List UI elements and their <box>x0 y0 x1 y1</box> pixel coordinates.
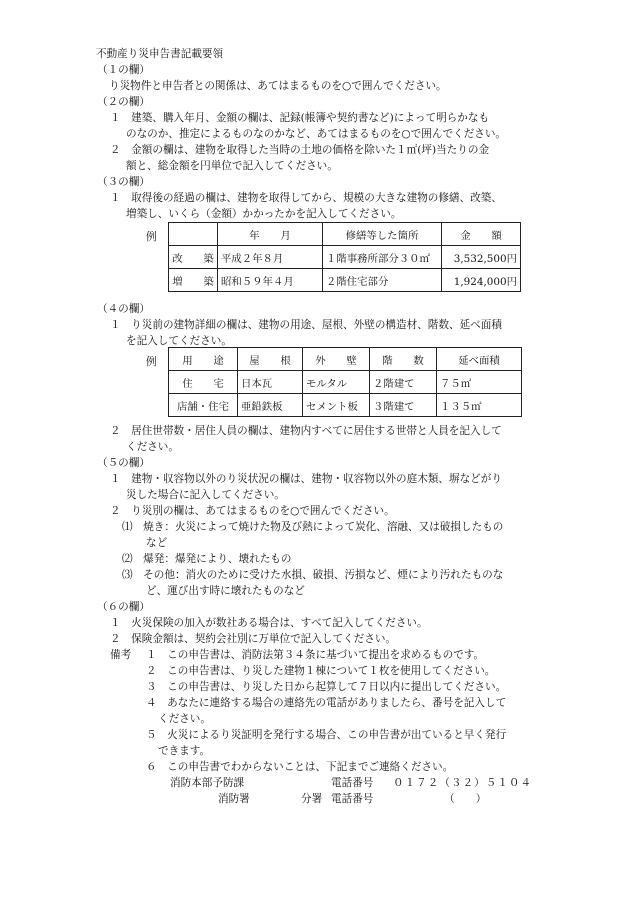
section-6-heading: （６の欄） <box>97 601 150 613</box>
table-header-cell: 年 月 <box>218 223 323 246</box>
section-3-item-1-line-2: 増築し、いくら（金額）かかったかを記入してください。 <box>126 208 402 220</box>
table-cell: 平成２年８月 <box>218 246 323 269</box>
table-header-row <box>169 223 521 246</box>
section-5-item-2-3-line-2: ど、運び出す時に壊れたものなど <box>146 585 305 597</box>
section-2-item-1-line-1: １ 建築、購入年月、金額の欄は、記録(帳簿や契約書など)によって明らかなも <box>110 112 490 124</box>
table-header-cell: 階 数 <box>370 348 437 371</box>
table-row <box>169 371 522 394</box>
notes-label: 備考 <box>110 649 132 661</box>
table-cell: 住 宅 <box>169 371 238 394</box>
section-1-text: り災物件と申告者との関係は、あてはまるものを○で囲んでください。 <box>109 80 447 92</box>
table-cell: モルタル <box>303 371 370 394</box>
note-6: ６ この申告書でわからないことは、下記までご連絡ください。 <box>146 761 454 773</box>
note-5-line-1: ５ 火災によるり災証明を発行する場合、この申告書が出ていると早く発行 <box>146 729 507 741</box>
contact-2-organization: 消防署 <box>218 793 250 805</box>
table-cell: ２階建て <box>370 371 437 394</box>
note-4-line-2: ください。 <box>158 713 211 725</box>
section-5-item-2-1-line-1: ⑴ 焼き：火災によって焼けた物及び熱によって炭化、溶融、又は破損したもの <box>122 521 504 533</box>
contact-2-phone-number: （ ） <box>444 793 487 805</box>
section-4-item-2-line-2: ください。 <box>126 441 179 453</box>
table-header-cell: 修繕等した箇所 <box>323 223 442 246</box>
note-2: ２ この申告書は、り災した建物１棟について１枚を使用してください。 <box>146 665 496 677</box>
note-4-line-1: ４ あなたに連絡する場合の連絡先の電話がありましたら、番号を記入して <box>146 697 507 709</box>
table-cell: ７５㎡ <box>437 371 522 394</box>
section-2-item-2-line-2: 額と、総金額を円単位で記入してください。 <box>126 160 338 172</box>
table-4-example-label: 例 <box>146 356 157 368</box>
contact-2-phone-label: 電話番号 <box>331 793 374 805</box>
section-5-item-2-3-line-1: ⑶ その他：消火のために受けた水損、破損、汚損など、煙により汚れたものな <box>122 569 504 581</box>
table-building-details <box>168 347 522 417</box>
section-5-item-1-line-2: 災した場合に記入してください。 <box>126 489 285 501</box>
table-header-cell: 外 壁 <box>303 348 370 371</box>
note-1: １ この申告書は、消防法第３４条に基づいて提出を求めるものです。 <box>146 649 485 661</box>
table-cell: ２階住宅部分 <box>323 269 442 292</box>
contact-1-phone-label: 電話番号 <box>331 777 374 789</box>
contact-2-branch: 分署 <box>301 793 323 805</box>
section-2-item-1-line-2: のなのか、推定によるものなのかなど、あてはまるものを○で囲んでください。 <box>126 128 507 140</box>
table-cell: 改 築 <box>169 246 218 269</box>
table-row <box>169 394 522 417</box>
section-4-item-1-line-1: １ り災前の建物詳細の欄は、建物の用途、屋根、外壁の構造材、階数、延べ面積 <box>110 319 502 331</box>
table-header-cell: 用 途 <box>169 348 238 371</box>
table-cell: ３階建て <box>370 394 437 417</box>
table-cell: 増 築 <box>169 269 218 292</box>
contact-1-organization: 消防本部予防課 <box>170 777 245 789</box>
table-cell: １階事務所部分３０㎡ <box>323 246 442 269</box>
section-3-item-1-line-1: １ 取得後の経過の欄は、建物を取得してから、規模の大きな建物の修繕、改築、 <box>110 192 502 204</box>
table-3-example-label: 例 <box>146 231 157 243</box>
table-cell: 日本瓦 <box>238 371 303 394</box>
section-6-item-2: ２ 保険金額は、契約会社別に万単位で記入してください。 <box>110 633 397 645</box>
table-cell: 3,532,500円 <box>442 246 521 269</box>
document-title: 不動産り災申告書記載要領 <box>96 48 224 60</box>
section-6-item-1: １ 火災保険の加入が数社ある場合は、すべて記入してください。 <box>110 617 428 629</box>
table-row <box>169 269 521 292</box>
section-5-heading: （５の欄） <box>97 457 150 469</box>
contact-1-phone-number: ０１７２（３２）５１０４ <box>393 777 533 789</box>
section-4-item-1-line-2: を記入してください。 <box>126 335 232 347</box>
table-header-cell: 金 額 <box>442 223 521 246</box>
section-5-item-1-line-1: １ 建物・収容物以外のり災状況の欄は、建物・収容物以外の庭木類、塀などがり <box>110 473 502 485</box>
section-5-item-2-2: ⑵ 爆発：爆発により、壊れたもの <box>122 553 292 565</box>
section-4-heading: （４の欄） <box>97 303 150 315</box>
table-cell: 昭和５９年４月 <box>218 269 323 292</box>
section-5-item-2: ２ り災別の欄は、あてはまるものを○で囲んでください。 <box>110 505 395 517</box>
table-header-cell <box>169 223 218 246</box>
table-cell: 1,924,000円 <box>442 269 521 292</box>
table-header-row <box>169 348 522 371</box>
table-row <box>169 246 521 269</box>
table-cell: 店舗・住宅 <box>169 394 238 417</box>
table-header-cell: 延べ面積 <box>437 348 522 371</box>
section-1-heading: （１の欄） <box>97 64 150 76</box>
table-cell: １３５㎡ <box>437 394 522 417</box>
note-5-line-2: できます。 <box>158 745 211 757</box>
note-3: ３ この申告書は、り災した日から起算して７日以内に提出してください。 <box>146 681 507 693</box>
table-cell: セメント板 <box>303 394 370 417</box>
section-4-item-2-line-1: ２ 居住世帯数・居住人員の欄は、建物内すべてに居住する世帯と人員を記入して <box>110 425 502 437</box>
table-repair-history <box>168 222 521 292</box>
section-5-item-2-1-line-2: など <box>146 537 168 549</box>
section-2-item-2-line-1: ２ 金額の欄は、建物を取得した当時の土地の価格を除いた１㎡(坪)当たりの金 <box>110 144 490 156</box>
section-3-heading: （３の欄） <box>97 176 150 188</box>
table-cell: 亜鉛鉄板 <box>238 394 303 417</box>
table-header-cell: 屋 根 <box>238 348 303 371</box>
section-2-heading: （２の欄） <box>97 96 150 108</box>
